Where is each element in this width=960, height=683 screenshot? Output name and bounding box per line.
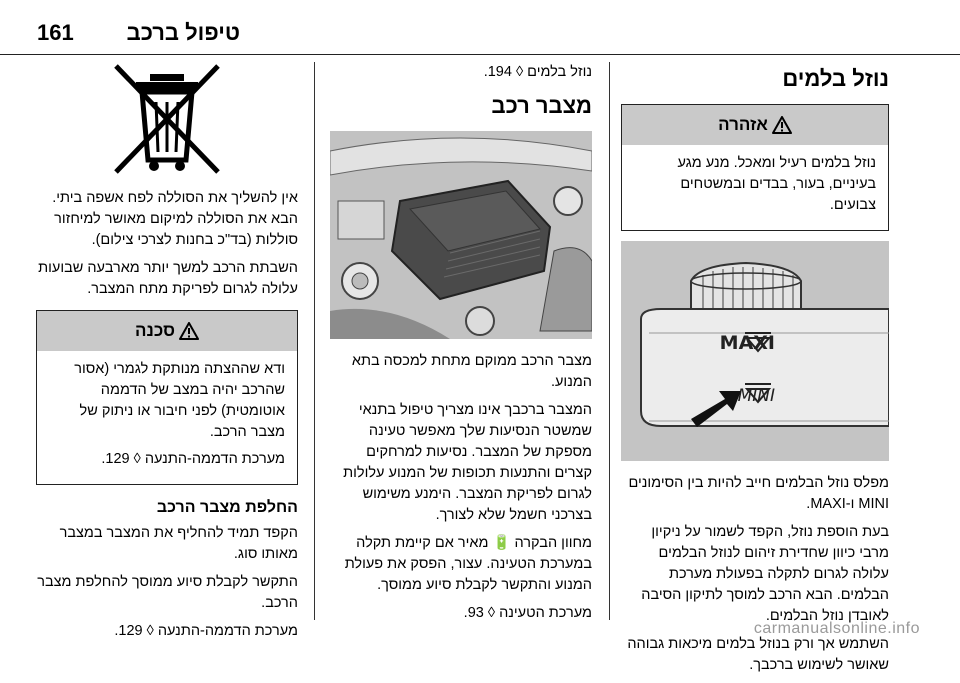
column-divider-left bbox=[314, 62, 315, 620]
max-label: MAXI bbox=[719, 332, 775, 354]
warning-label: אזהרה bbox=[718, 115, 768, 134]
cross-reference: נוזל בלמים ◊ 194. bbox=[483, 64, 592, 80]
warning-triangle-icon bbox=[179, 322, 199, 340]
engine-bay-illustration bbox=[330, 131, 592, 339]
danger-header bbox=[37, 311, 297, 351]
danger-paragraph: מערכת הדממה-התנעה ◊ 129. bbox=[101, 451, 285, 467]
paragraph: אין להשליך את הסוללה לפח אשפה ביתי. הבא את הסוללה למיקום מאושר למיחזור סוללות (בד"כ בחנות לצרכי צילום). bbox=[52, 190, 298, 248]
right-column bbox=[621, 62, 889, 683]
danger-box bbox=[36, 310, 298, 485]
paragraph: מערכת הדממה-התנעה ◊ 129. bbox=[114, 623, 298, 639]
danger-paragraph: ודא שההצתה מנותקת לגמרי (אסור שהרכב יהיה במצב של הדממה אוטומטית) לפני חיבור או ניתוק של מצבר הרכב. bbox=[74, 361, 285, 440]
danger-body bbox=[37, 351, 297, 484]
section-heading: נוזל בלמים bbox=[782, 66, 889, 91]
paragraph: השתמש אך ורק בנוזל בלמים מיכאות גבוהה שאושר לשימוש ברכבך. bbox=[627, 636, 889, 673]
brake-fluid-reservoir-figure bbox=[621, 241, 889, 461]
warning-text: נוזל בלמים רעיל ומאכל. מנע מגע בעיניים, בעור, בבדים ובמשטחים צבועים. bbox=[677, 155, 876, 213]
middle-column bbox=[330, 62, 592, 631]
paragraph: מחוון הבקרה 🔋 מאיר אם קיימת תקלה במערכת הטעינה. עצור, הפסק את פעולת המנוע והתקשר לקבלת סיוע ממוסך. bbox=[344, 535, 592, 593]
paragraph: מפלס נוזל הבלמים חייב להיות בין הסימונים MINI ו-MAXI. bbox=[628, 475, 889, 512]
warning-box bbox=[621, 104, 889, 231]
paragraph: המצבר ברכבך אינו מצריך טיפול בתנאי שמשטר הנסיעות שלך מאפשר טעינה מספקת של המצבר. נסיעות למרחקים קצרים והתנעות תכופות של המנוע עלולות לגרום לפריקת המצבר. הימנע משימוש בצרכני חשמל שלא לצורך. bbox=[343, 402, 592, 523]
disposal-figure bbox=[36, 62, 298, 178]
paragraph: התקשר לקבלת סיוע ממוסך להחלפת מצבר הרכב. bbox=[37, 574, 298, 611]
page-number: 161 bbox=[37, 20, 74, 45]
paragraph: הקפד תמיד להחליף את המצבר במצבר מאותו סוג. bbox=[59, 525, 298, 562]
column-divider-right bbox=[609, 62, 610, 620]
warning-header bbox=[622, 105, 888, 145]
paragraph: בעת הוספת נוזל, הקפד לשמור על ניקיון מרבי כיוון שחדירת זיהום לנוזל הבלמים עלולה לגרום לתקלה בפעולת מערכת הבלמים. הבא הרכב למוסך לתיקון הסיבה לאובדן נוזל הבלמים. bbox=[641, 524, 889, 624]
watermark: carmanualsonline.info bbox=[753, 620, 920, 637]
danger-label: סכנה bbox=[135, 321, 175, 340]
header-rule bbox=[0, 54, 960, 55]
min-label: MINI bbox=[737, 386, 775, 406]
reservoir-illustration bbox=[621, 241, 889, 461]
section-title: טיפול ברכב bbox=[126, 20, 240, 45]
paragraph: השבתת הרכב למשך יותר מארבעה שבועות עלולה לגרום לפריקת מתח המצבר. bbox=[38, 260, 298, 297]
warning-triangle-icon bbox=[772, 116, 792, 134]
paragraph: מצבר הרכב ממוקם מתחת למכסה בתא המנוע. bbox=[351, 353, 592, 390]
paragraph: מערכת הטעינה ◊ 93. bbox=[463, 605, 592, 621]
subheading: החלפת מצבר הרכב bbox=[156, 499, 298, 516]
left-column bbox=[36, 62, 298, 649]
section-heading: מצבר רכב bbox=[491, 93, 592, 118]
warning-body bbox=[622, 145, 888, 230]
battery-engine-bay-figure bbox=[330, 131, 592, 339]
crossed-bin-icon bbox=[112, 62, 222, 178]
